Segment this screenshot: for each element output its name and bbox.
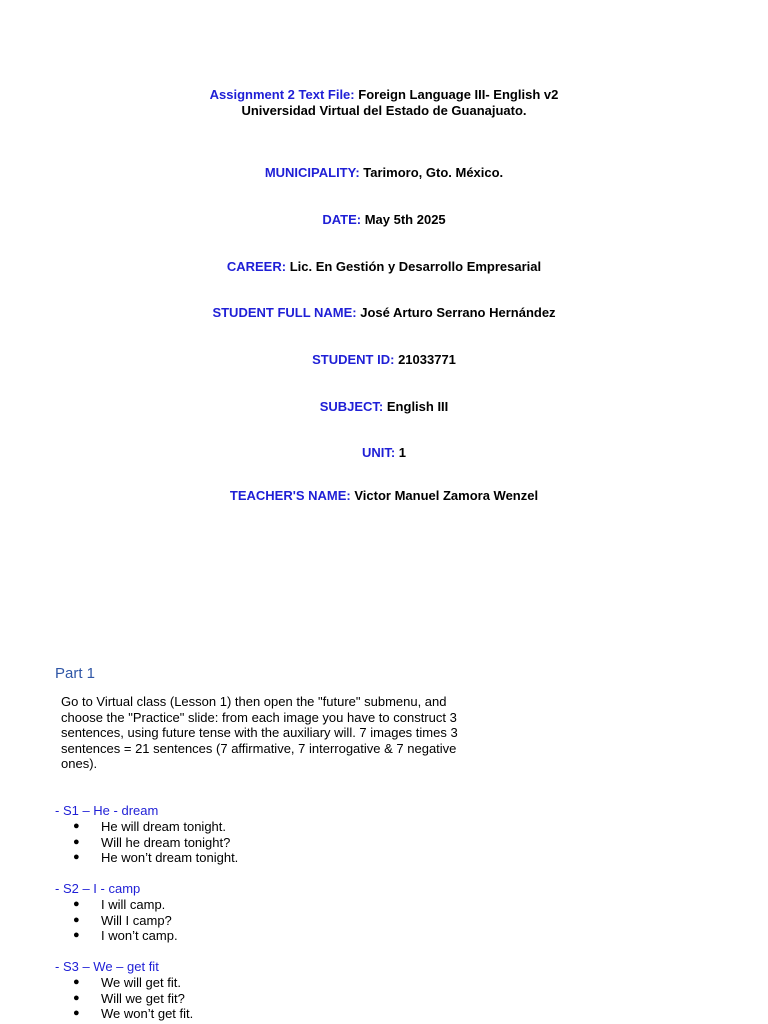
sentence-list [0, 819, 238, 866]
sentence-text: I won’t camp. [101, 928, 178, 944]
list-item [0, 928, 178, 944]
sentence-text: He will dream tonight. [101, 819, 226, 834]
bullet-icon: ● [73, 913, 80, 926]
teacher-line [0, 488, 768, 504]
sentence-text: Will we get fit? [101, 990, 185, 1006]
sentence-text: I will camp. [101, 897, 166, 912]
list-item [0, 913, 178, 929]
instructions-paragraph: Go to Virtual class (Lesson 1) then open the "future" submenu, and choose the "Practice" slide: from each image you have to construct 3 sentences, using future tense with the auxiliary will. 7 images times 3 sentences = 21 sentences (7 affirmative, 7 interrogative & 7 negative ones). [61, 694, 458, 771]
subject-label: SUBJECT: [319, 399, 384, 414]
bullet-icon: ● [73, 898, 80, 910]
university-name [0, 103, 768, 119]
list-item [0, 835, 238, 851]
date-line [0, 212, 768, 228]
date-value: May 5th 2025 [364, 212, 446, 227]
unit-value: 1 [398, 445, 407, 460]
bullet-icon: ● [73, 991, 80, 1004]
career-value: Lic. En Gestión y Desarrollo Empresarial [289, 259, 542, 274]
date-label: DATE: [322, 212, 362, 227]
student-id-value: 21033771 [398, 352, 456, 367]
list-item [0, 1006, 193, 1022]
unit-label: UNIT: [361, 445, 396, 460]
part-title: Part 1 [55, 665, 96, 682]
student-name-label: STUDENT FULL NAME: [212, 305, 357, 320]
subject-line [0, 399, 768, 415]
assignment-value: Foreign Language III- English v2 [358, 87, 559, 102]
student-name-line [0, 305, 768, 321]
student-id-label: STUDENT ID: [312, 352, 395, 367]
sentence-text: Will I camp? [101, 912, 172, 928]
sentence-text: We will get fit. [101, 975, 181, 990]
bullet-icon: ● [73, 1007, 80, 1020]
student-id-line [0, 352, 768, 368]
list-item [0, 975, 193, 991]
sentence-text: He won’t dream tonight. [101, 850, 239, 866]
list-item [0, 897, 178, 913]
municipality-line [0, 165, 768, 181]
section-heading: - S2 – I - camp [55, 881, 141, 896]
career-label: CAREER: [226, 259, 287, 274]
sentence-text: We won’t get fit. [101, 1006, 194, 1022]
sentence-text: Will he dream tonight? [101, 834, 231, 850]
bullet-icon: ● [73, 929, 80, 942]
bullet-icon: ● [73, 851, 80, 864]
unit-line [0, 445, 768, 461]
section-heading: - S1 – He - dream [55, 803, 159, 818]
career-line [0, 259, 768, 275]
municipality-value: Tarimoro, Gto. México. [363, 165, 504, 180]
municipality-label: MUNICIPALITY: [264, 165, 360, 180]
list-item [0, 819, 238, 835]
sentence-list [0, 975, 193, 1022]
list-item [0, 991, 193, 1007]
sentence-list [0, 897, 178, 944]
assignment-title [0, 87, 768, 103]
bullet-icon: ● [73, 820, 80, 832]
bullet-icon: ● [73, 976, 80, 988]
section-heading: - S3 – We – get fit [55, 959, 159, 974]
student-name-value: José Arturo Serrano Hernández [360, 305, 556, 320]
list-item [0, 850, 238, 866]
bullet-icon: ● [73, 835, 80, 848]
university-text: Universidad Virtual del Estado de Guanajuato. [241, 103, 527, 118]
teacher-value: Victor Manuel Zamora Wenzel [354, 488, 539, 503]
assignment-label: Assignment 2 Text File: [209, 87, 355, 102]
teacher-label: TEACHER'S NAME: [229, 488, 351, 503]
subject-value: English III [386, 399, 449, 414]
